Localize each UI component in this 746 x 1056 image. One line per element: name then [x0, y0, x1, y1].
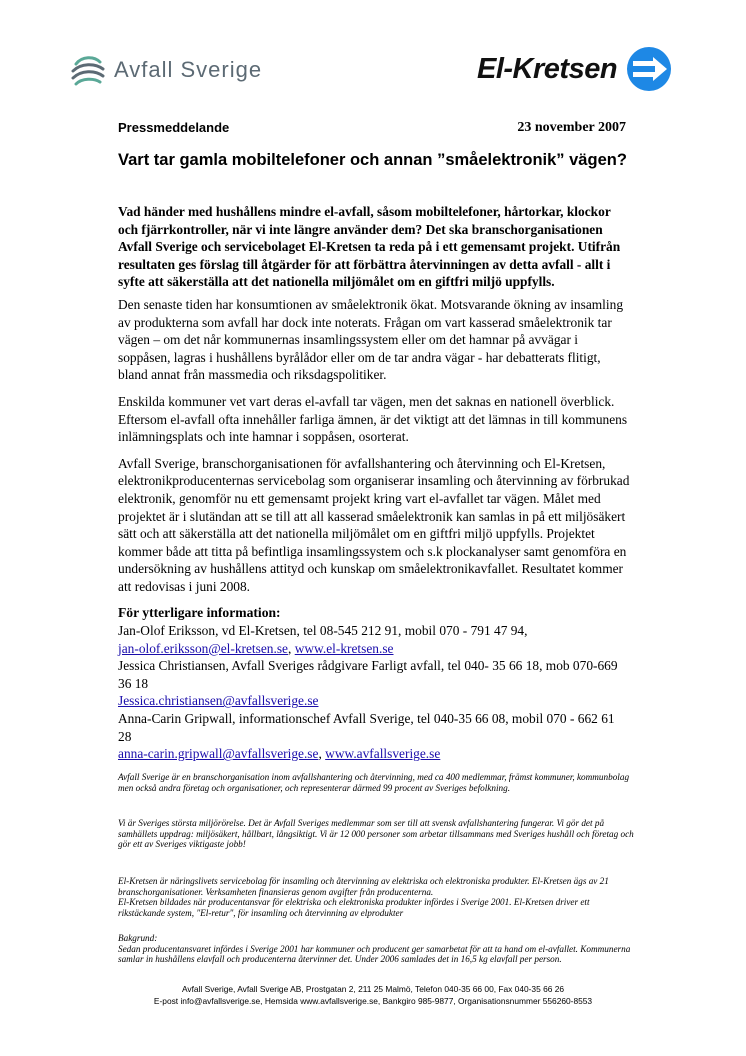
- contact-line: Jessica Christiansen, Avfall Sveriges rådgivare Farligt avfall, tel 040- 35 66 18, mob 070-669 36 18: [118, 658, 618, 691]
- article-body: [118, 203, 630, 763]
- body-paragraph: Den senaste tiden har konsumtionen av småelektronik ökat. Motsvarande ökning av insamling av produkterna som avfall har dock inte noterats. Frågan om vart kasserad småelektronik tar vägen – om det når kommunernas insamlingssystem eller om det hamnar på avvägar i soppåsen, lagras i hushållens byrålådor eller om de tar andra vägar - har debatterats flitigt, bland annat från massmedia och riksdagspolitiker.: [118, 296, 624, 383]
- body-paragraph: Avfall Sverige, branschorganisationen för avfallshantering och återvinning och El-Kretsen, elektronikproducenternas servicebolag som organiserar insamling och återvinning av förbrukad elektronik, genomför nu ett gemensamt projekt kring vart el-avfallet tar vägen. Målet med projektet är i slutändan att se till att all kasserad småelektronik kan samlas in på ett miljösäkert sätt och att säkerställa att det nationella miljömålet om en giftfri miljö uppfylls. Projektet kommer både att titta på befintliga insamlingssystem och s.k plockanalyser samt genomföra en undersökning av hushållens attityd och kunskap om småelektronikavfallet. Resultatet kommer att redovisas i juni 2008.: [118, 455, 630, 594]
- doc-type: Pressmeddelande: [118, 120, 230, 135]
- about-avfall-2: [118, 818, 638, 850]
- email-link[interactable]: anna-carin.gripwall@avfallsverige.se: [118, 746, 319, 762]
- about-text: Avfall Sverige är en branschorganisation inom avfallshantering och återvinning, med ca 400 medlemmar, främst kommuner, kommunbolag men också andra företag och organisationer, och representerar därmed 99 procent av Sveriges befolkning.: [118, 772, 630, 793]
- avfall-sverige-logo: [70, 50, 262, 90]
- background-section: [118, 933, 638, 965]
- avfall-logo-text: Avfall Sverige: [114, 57, 263, 82]
- elkretsen-logo-text: El-Kretsen: [477, 52, 618, 85]
- footer-contact: E-post info@avfallsverige.se, Hemsida www.avfallsverige.se, Bankgiro 985-9877, Organisationsnummer 556260-8553: [153, 996, 593, 1006]
- background-text: Sedan producentansvaret infördes i Sverige 2001 har kommuner och producent ger samarbetat för att ta hand om el-avfallet. Kommunerna samlar in hushållens elavfall och producenterna återvinner det. Under 2006 samlades det in 16,5 kg elavfall per person.: [118, 943, 631, 965]
- link-separator: ,: [318, 746, 326, 762]
- info-heading: För ytterligare information:: [118, 605, 281, 621]
- page-title: Vart tar gamla mobiltelefoner och annan ”småelektronik” vägen?: [118, 151, 627, 169]
- about-text: El-Kretsen bildades när producentansvar för elektriska och elektroniska produkter infördes i Sverige 2001. El-Kretsen driver ett rikstäckande system, "El-retur", för insamling och återvinning av elprodukter: [118, 897, 590, 918]
- doc-date: 23 november 2007: [517, 120, 626, 135]
- avfall-wave-icon: [70, 54, 106, 86]
- el-kretsen-logo: [477, 44, 673, 94]
- about-text: El-Kretsen är näringslivets servicebolag för insamling och återvinning av elektriska och elektroniska produkter. El-Kretsen ägs av 21 branschorganisationer. Verksamheten finansieras genom avgifter från producenterna.: [118, 876, 609, 897]
- email-link[interactable]: jan-olof.eriksson@el-kretsen.se: [118, 640, 288, 656]
- web-link[interactable]: www.avfallsverige.se: [325, 746, 441, 762]
- footer: [0, 983, 746, 1007]
- about-text: Vi är Sveriges största miljörörelse. Det är Avfall Sveriges medlemmar som ser till att svensk avfallshantering fungerar. Vi gör det på samhällets uppdrag: miljösäkert, hållbart, långsiktigt. Vi är 12 000 personer som arbetar tillsammans med Sveriges hushåll och företag och gör ett av Sveriges viktigaste jobb!: [118, 818, 634, 850]
- contact-line: Anna-Carin Gripwall, informationschef Avfall Sverige, tel 040-35 66 08, mobil 070 - 662 61 28: [118, 711, 615, 744]
- elkretsen-arrow-icon: [625, 45, 673, 93]
- footer-address: Avfall Sverige, Avfall Sverige AB, Prostgatan 2, 211 25 Malmö, Telefon 040-35 66 00, Fax 040-35 66 26: [181, 984, 565, 994]
- lead-paragraph: Vad händer med hushållens mindre el-avfall, såsom mobiltelefoner, hårtorkar, klockor och fjärrkontroller, när vi inte längre använder dem? Det ska branschorganisationen Avfall Sverige och servicebolaget El-Kretsen ta reda på i ett gemensamt projekt. Utifrån resultaten ges förslag till åtgärder för att förbättra återvinningen av detta avfall - allt i syfte att säkerställa att det nationella miljömålet om en giftfri miljö uppfylls.: [118, 204, 621, 290]
- about-avfall-1: [118, 772, 638, 793]
- body-paragraph: Enskilda kommuner vet vart deras el-avfall tar vägen, men det saknas en nationell överblick. Eftersom el-avfall ofta innehåller farliga ämnen, är det viktigt att det lämnas in till kommunens inlämningsplats och inte hamnar i soppåsen, osorterat.: [118, 393, 628, 445]
- press-meta: [118, 120, 628, 136]
- contact-line: Jan-Olof Eriksson, vd El-Kretsen, tel 08-545 212 91, mobil 070 - 791 47 94,: [118, 623, 528, 639]
- link-separator: ,: [288, 640, 295, 656]
- contact-links: [118, 640, 630, 658]
- contact-links: [118, 692, 630, 710]
- about-elkretsen: [118, 876, 638, 918]
- email-link[interactable]: Jessica.christiansen@avfallsverige.se: [118, 693, 319, 709]
- background-label: Bakgrund:: [118, 933, 158, 943]
- contact-links: [118, 745, 630, 763]
- web-link[interactable]: www.el-kretsen.se: [294, 640, 394, 656]
